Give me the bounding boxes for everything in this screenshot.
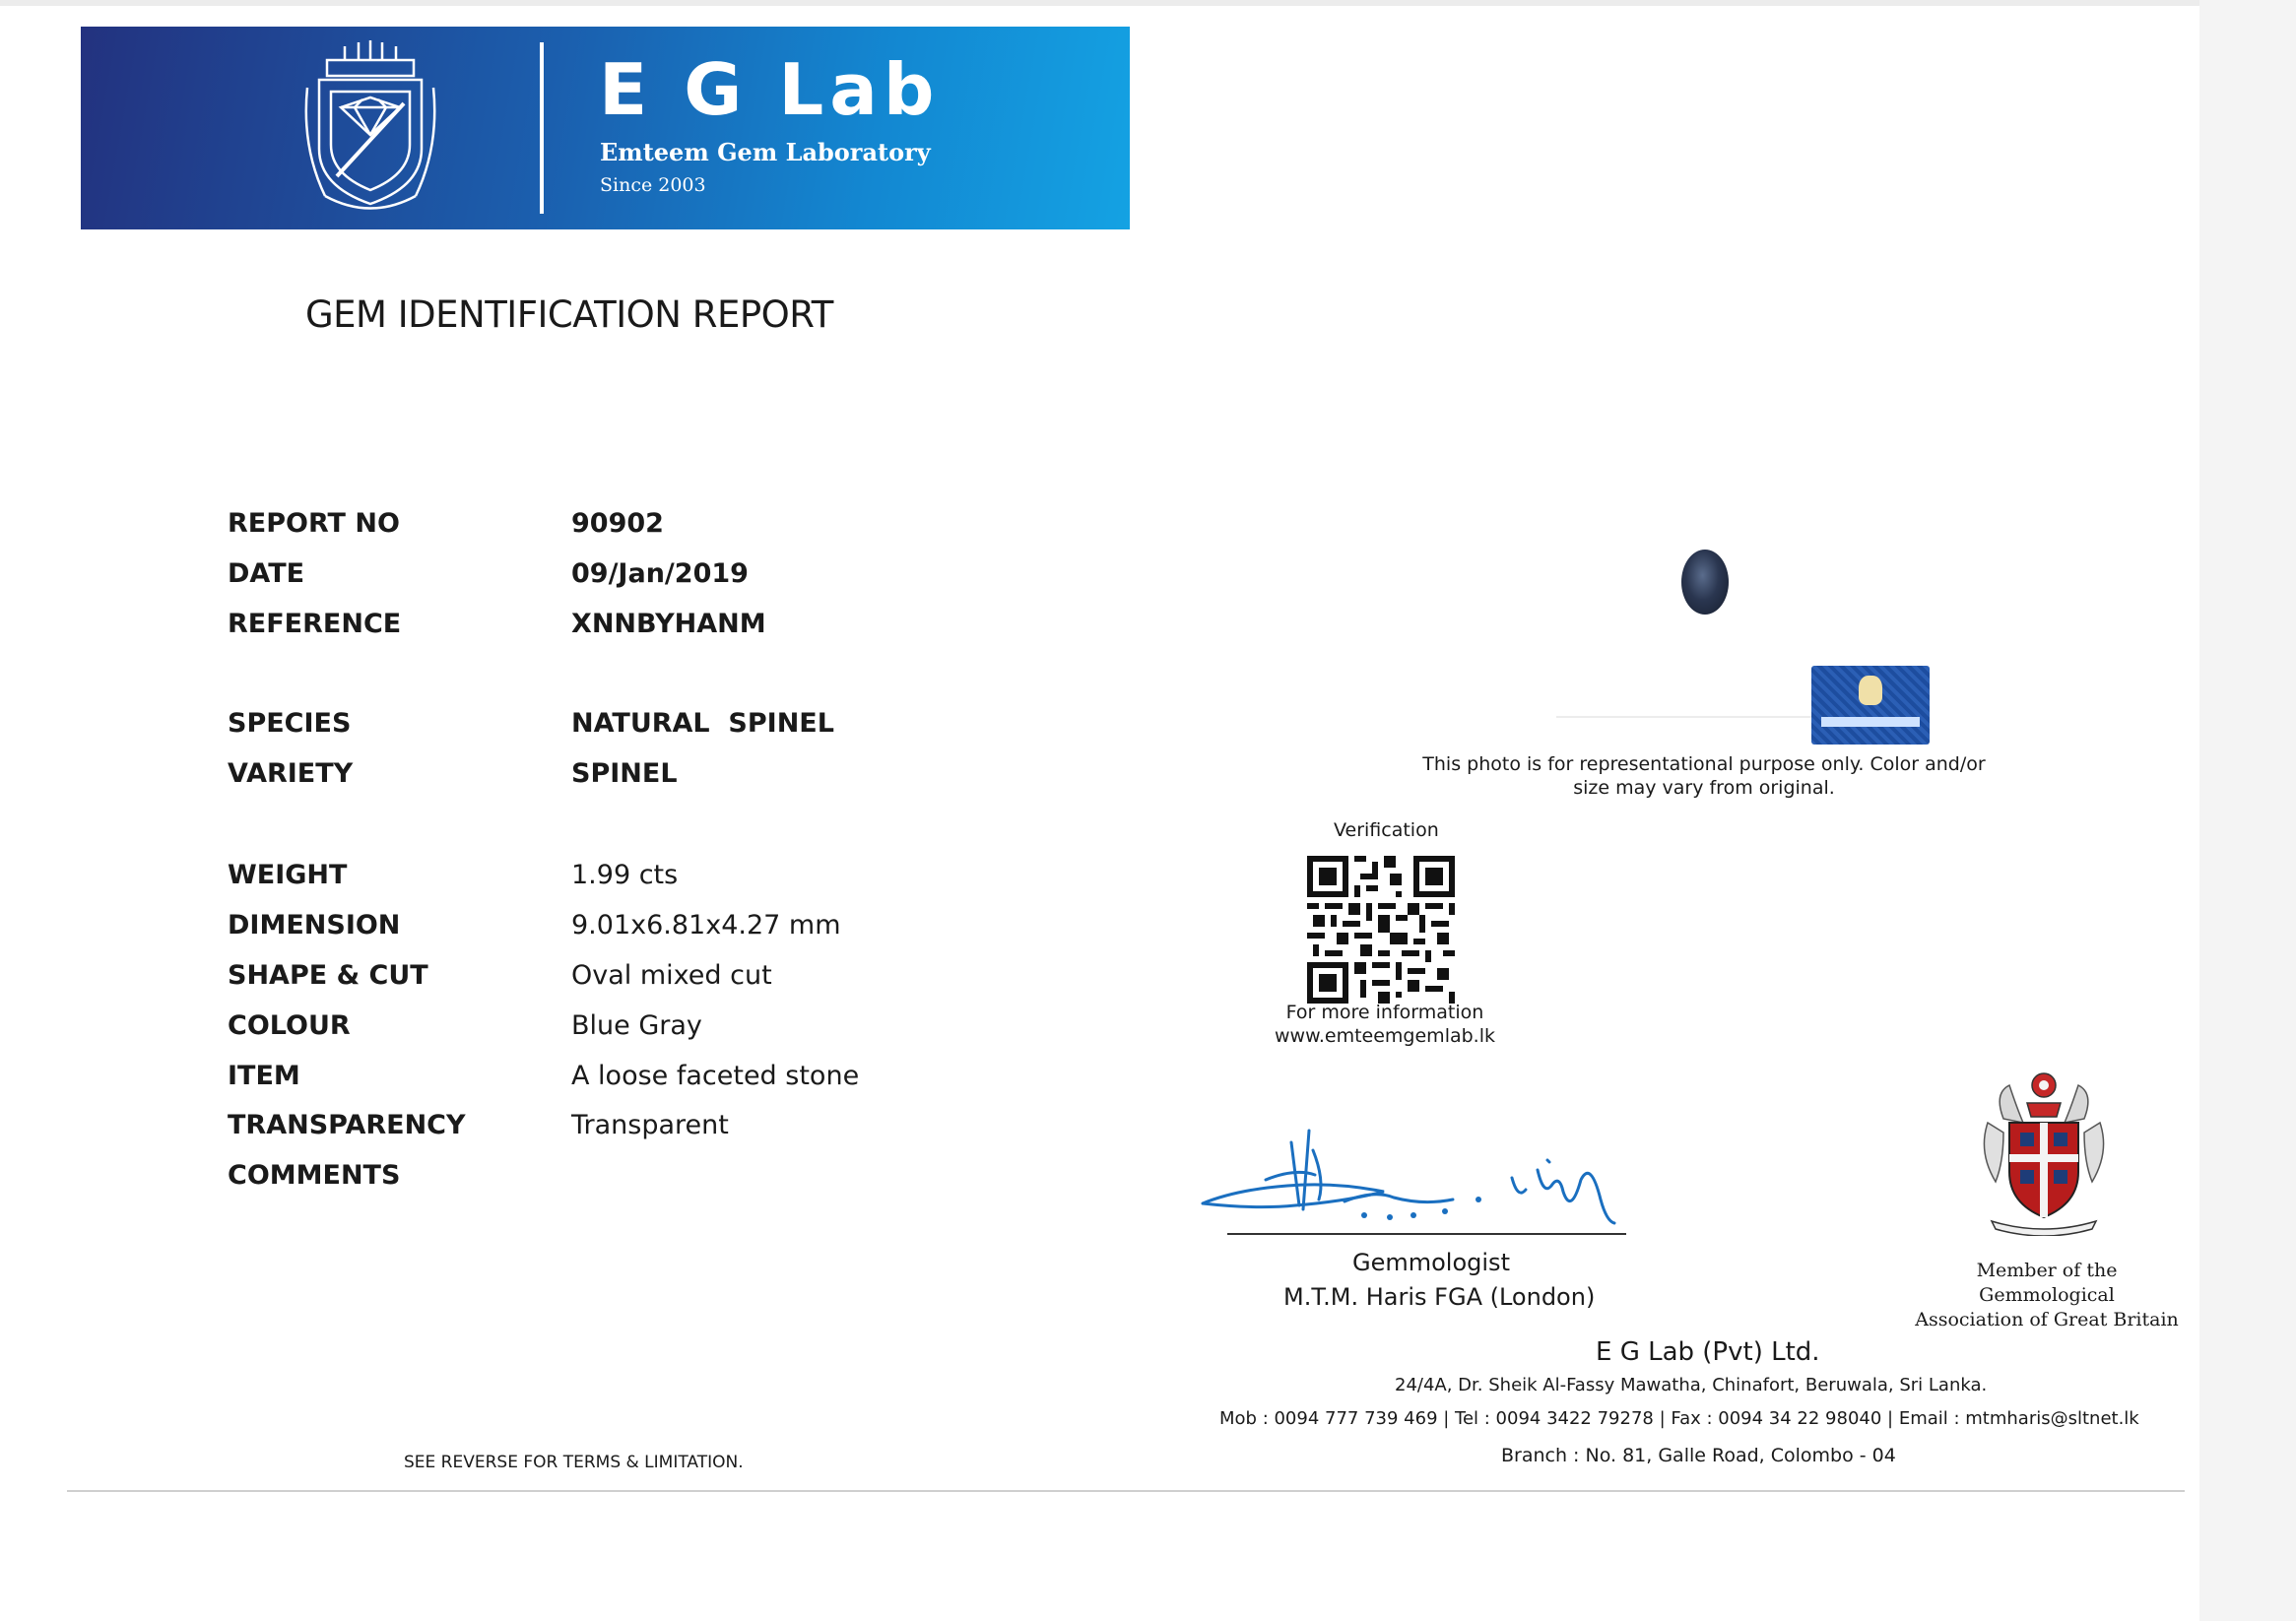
- field-value: Transparent: [571, 1110, 729, 1140]
- field-label: SPECIES: [228, 708, 352, 739]
- verification-label: Verification: [1334, 819, 1439, 841]
- gemmological-association-crest-icon: [1974, 1064, 2114, 1236]
- membership-line: Association of Great Britain: [1915, 1309, 2179, 1330]
- field-value: 1.99 cts: [571, 860, 679, 890]
- terms-note: SEE REVERSE FOR TERMS & LIMITATION.: [404, 1453, 744, 1472]
- gem-photo: [1681, 550, 1729, 615]
- qr-code-icon[interactable]: [1305, 856, 1457, 1004]
- field-label: REPORT NO: [228, 508, 400, 539]
- hologram-seal: [1811, 666, 1930, 745]
- signature-rule: [1227, 1233, 1626, 1235]
- field-value: Blue Gray: [571, 1010, 702, 1041]
- gemmologist-signature: [1197, 1121, 1650, 1229]
- membership-note: [1907, 1259, 2187, 1332]
- verification-website-link[interactable]: www.emteemgemlab.lk: [1274, 1025, 1495, 1047]
- header-banner: [81, 27, 1130, 229]
- gemmologist-name: M.T.M. Haris FGA (London): [1283, 1283, 1596, 1311]
- field-value: Oval mixed cut: [571, 960, 772, 991]
- field-label: DATE: [228, 558, 305, 589]
- field-label: DIMENSION: [228, 910, 401, 940]
- gemmologist-title: Gemmologist: [1352, 1249, 1510, 1276]
- field-value: A loose faceted stone: [571, 1061, 860, 1091]
- verification-info-line: For more information: [1285, 1002, 1484, 1023]
- field-value: 90902: [571, 508, 664, 539]
- brand-subtitle: Emteem Gem Laboratory: [600, 138, 931, 166]
- field-value: SPINEL: [571, 758, 678, 789]
- scan-top-edge: [0, 0, 2199, 6]
- banner-divider: [540, 42, 544, 214]
- seal-badge-icon: [1859, 676, 1882, 705]
- seal-rule: [1556, 716, 1812, 718]
- brand-name: E G Lab: [599, 48, 941, 131]
- field-label: VARIETY: [228, 758, 354, 789]
- field-label: SHAPE & CUT: [228, 960, 428, 991]
- brand-since: Since 2003: [600, 174, 706, 196]
- field-value: XNNBYHANM: [571, 609, 766, 639]
- field-value: NATURAL SPINEL: [571, 708, 834, 739]
- photo-disclaimer-line: size may vary from original.: [1573, 777, 1835, 799]
- field-label: COMMENTS: [228, 1160, 401, 1191]
- eg-lab-crest-icon: [297, 38, 443, 221]
- company-branch: Branch : No. 81, Galle Road, Colombo - 04: [1501, 1445, 1896, 1466]
- bottom-rule: [67, 1490, 2185, 1492]
- field-value: 9.01x6.81x4.27 mm: [571, 910, 841, 940]
- report-title: GEM IDENTIFICATION REPORT: [305, 293, 833, 336]
- field-label: COLOUR: [228, 1010, 351, 1041]
- verification-info: [1271, 1001, 1499, 1048]
- field-value: 09/Jan/2019: [571, 558, 749, 589]
- field-label: ITEM: [228, 1061, 300, 1091]
- membership-line: Member of the Gemmological: [1976, 1260, 2118, 1306]
- field-label: REFERENCE: [228, 609, 402, 639]
- company-address: 24/4A, Dr. Sheik Al-Fassy Mawatha, Chinafort, Beruwala, Sri Lanka.: [1395, 1375, 1988, 1395]
- field-label: WEIGHT: [228, 860, 348, 890]
- company-contact: Mob : 0094 777 739 469 | Tel : 0094 3422 79278 | Fax : 0094 34 22 98040 | Email : mtmharis@sltnet.lk: [1219, 1408, 2139, 1429]
- seal-bar: [1821, 717, 1920, 727]
- field-label: TRANSPARENCY: [228, 1110, 466, 1140]
- photo-disclaimer: [1418, 752, 1990, 800]
- company-name: E G Lab (Pvt) Ltd.: [1596, 1337, 1820, 1367]
- photo-disclaimer-line: This photo is for representational purpose only. Color and/or: [1422, 753, 1986, 775]
- scan-page-edge: [2199, 0, 2296, 1621]
